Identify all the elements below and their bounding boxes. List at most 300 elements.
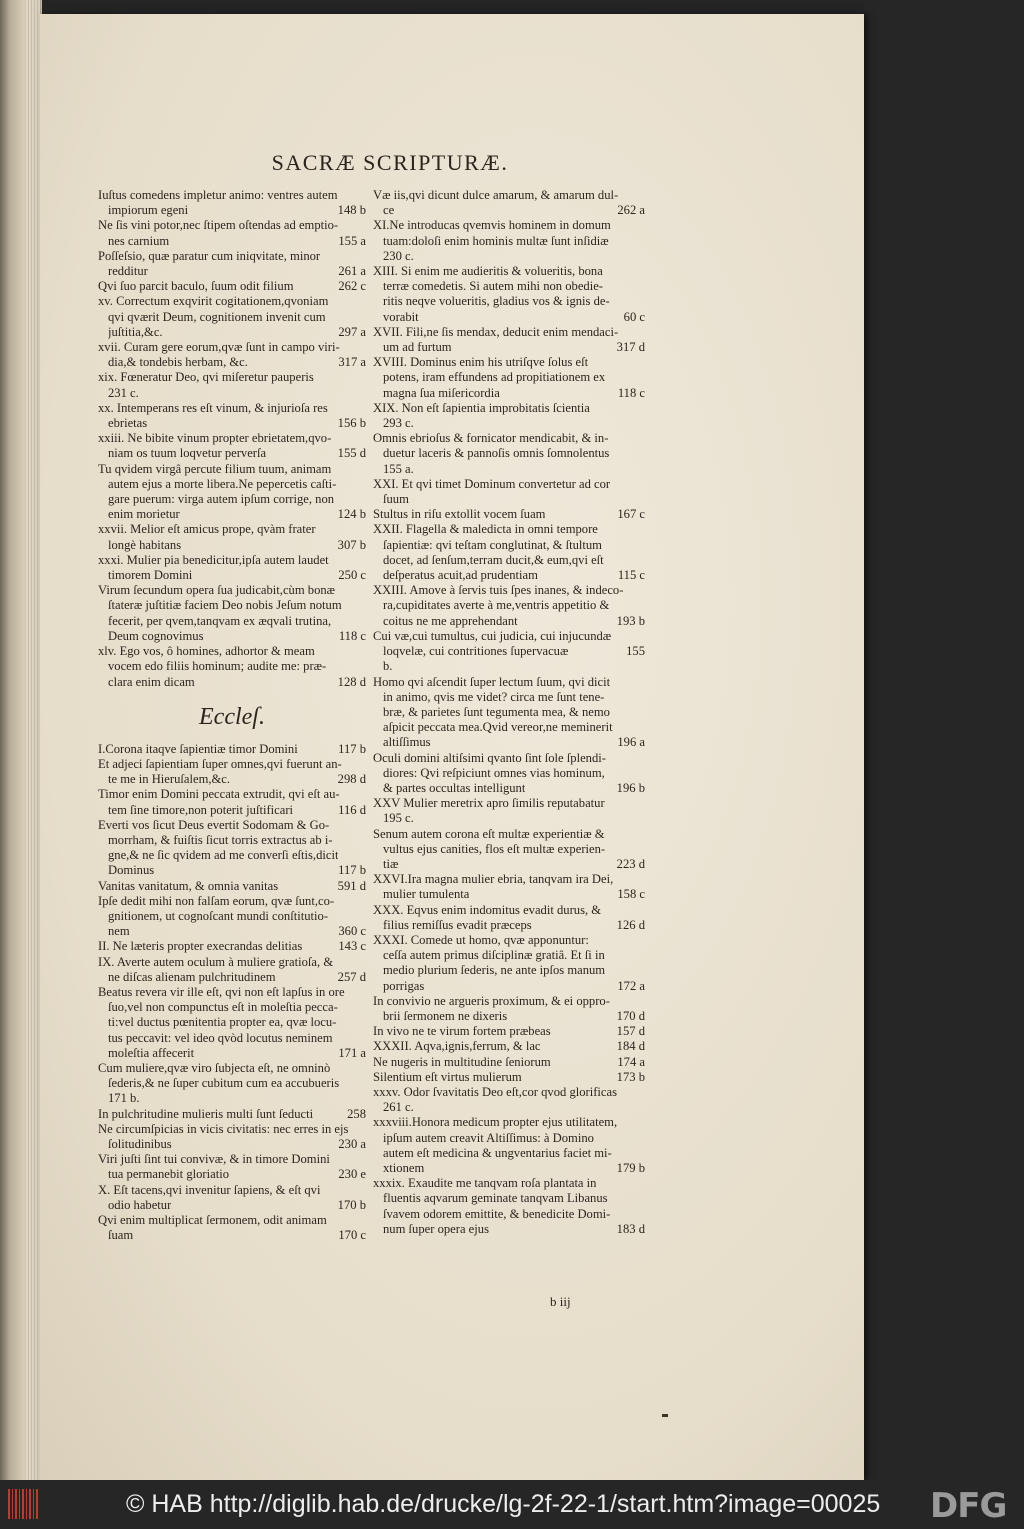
entry-text: XVII. Fili,ne ſis mendax, deducit enim mendaci- (373, 324, 619, 339)
entry-text: In pulchritudine mulieris multi ſunt ſeducti (98, 1106, 314, 1121)
index-line (373, 1146, 645, 1161)
entry-text: xlv. Ego vos, ô homines, adhortor & meam (98, 644, 315, 659)
entry-text: XXI. Et qvi timet Dominum convertetur ad cor (373, 476, 611, 491)
page-reference: 297 a (338, 324, 366, 339)
index-line (373, 659, 645, 674)
index-line (373, 462, 645, 477)
index-line (98, 446, 366, 461)
page-reference: 170 c (338, 1228, 366, 1243)
page-reference (360, 553, 366, 568)
page-reference (639, 629, 645, 644)
index-line (98, 1000, 366, 1015)
page-reference: 223 d (616, 856, 645, 871)
entry-text: ce (383, 203, 395, 218)
page-reference (360, 833, 366, 848)
page-reference (360, 848, 366, 863)
entry-text: deſperatus acuit,ad prudentiam (383, 568, 538, 583)
index-line (98, 234, 366, 249)
entry-text: Senum autem corona eſt multæ experientiæ & (373, 826, 605, 841)
index-line (373, 234, 645, 249)
entry-text: num ſuper opera ejus (383, 1221, 489, 1236)
entry-text: ſvavem odorem emittite, & benedicite Domi- (383, 1206, 611, 1221)
entry-text: enim morietur (108, 507, 180, 522)
page-reference (639, 401, 645, 416)
entry-text: XXXI. Comede ut homo, qvæ apponuntur: (373, 932, 589, 947)
entry-text: xxxi. Mulier pia benedicitur,ipſa autem laudet (98, 552, 329, 567)
entry-text: gare puerum: virga autem ipſum corrige, non (108, 492, 335, 507)
page-reference (639, 766, 645, 781)
page-reference: 117 b (338, 741, 366, 756)
page-reference: 157 d (616, 1024, 645, 1039)
page-reference (360, 1122, 366, 1137)
index-line (98, 863, 366, 878)
index-line (373, 1176, 645, 1191)
page-reference (639, 279, 645, 294)
entry-text: XXV Mulier meretrix apro ſimilis reputabatur (373, 796, 605, 811)
entry-text: XXII. Flagella & maledicta in omni tempore (373, 522, 598, 537)
index-line (373, 355, 645, 370)
index-line (98, 879, 366, 894)
entry-text: nem (108, 924, 130, 939)
entry-text: in animo, qvis me videt? circa me ſunt tene- (383, 689, 605, 704)
page-reference: 174 a (617, 1054, 645, 1069)
index-line (98, 477, 366, 492)
entry-text: um ad furtum (383, 340, 452, 355)
index-line (373, 887, 645, 902)
entry-text: Cui væ,cui tumultus, cui judicia, cui injucundæ (373, 628, 612, 643)
page-reference: 317 d (616, 340, 645, 355)
index-line (98, 538, 366, 553)
index-line (373, 872, 645, 887)
copyright-url[interactable]: © HAB http://diglib.hab.de/drucke/lg-2f-22-1/start.htm?image=00025 (126, 1490, 881, 1518)
index-line (98, 522, 366, 537)
entry-text: nes carnium (108, 233, 170, 248)
index-line (98, 787, 366, 802)
entry-text: timorem Domini (108, 568, 193, 583)
page-reference: 193 b (616, 613, 645, 628)
index-line (373, 948, 645, 963)
ink-mark (662, 1414, 668, 1417)
index-line (373, 1207, 645, 1222)
page-reference: 118 c (617, 385, 645, 400)
page-reference (360, 614, 366, 629)
entry-text: 261 c. (383, 1100, 414, 1115)
index-line (98, 203, 366, 218)
entry-text: fecerit, per qvem,tanqvam ex æqvali trutina, (108, 613, 332, 628)
index-line (98, 894, 366, 909)
index-line (373, 279, 645, 294)
index-line (98, 1076, 366, 1091)
entry-text: Cum muliere,qvæ viro ſubjecta eſt, ne omninò (98, 1060, 331, 1075)
index-line (373, 492, 645, 507)
entry-text: XI.Ne introducas qvemvis hominem in domum (373, 218, 611, 233)
page-reference (360, 431, 366, 446)
index-line (98, 985, 366, 1000)
page-reference: 591 d (337, 878, 366, 893)
entry-text: Stultus in riſu extollit vocem ſuam (373, 507, 546, 522)
index-line (373, 720, 645, 735)
page-reference: 230 e (338, 1167, 366, 1182)
entry-text: mulier tumulenta (383, 887, 470, 902)
page-reference: 196 b (616, 780, 645, 795)
index-line (98, 803, 366, 818)
index-line (373, 796, 645, 811)
signature-mark: b iij (550, 1294, 571, 1309)
index-line (373, 933, 645, 948)
index-line (373, 827, 645, 842)
entry-text: Beatus revera vir ille eſt, qvi non eſt lapſus in ore (98, 984, 345, 999)
page-reference (639, 1176, 645, 1191)
index-line (98, 325, 366, 340)
page-reference (360, 492, 366, 507)
entry-text: xtionem (383, 1161, 425, 1175)
entry-text: medio plurium ſederis, ne ante ipſos manum (383, 963, 606, 978)
index-line (98, 1031, 366, 1046)
index-line (98, 462, 366, 477)
index-line (373, 1100, 645, 1115)
index-line (373, 310, 645, 325)
entry-text: clara enim dicam (108, 674, 195, 689)
entry-text: & partes occultas intelligunt (383, 780, 526, 795)
page-reference (360, 1031, 366, 1046)
page-reference (639, 675, 645, 690)
index-line (98, 218, 366, 233)
page-reference: 179 b (616, 1161, 645, 1175)
entry-text: ſtateræ juſtitiæ faciem Deo nobis Jeſum notum (108, 598, 342, 613)
entry-text: Silentium eſt virtus mulierum (373, 1069, 522, 1084)
page-reference (639, 1146, 645, 1161)
index-line (98, 757, 366, 772)
index-line (373, 963, 645, 978)
page-reference: 257 d (337, 969, 366, 984)
index-line (98, 909, 366, 924)
entry-text: gne,& ne ſic qvidem ad me converſi eſtis,dicit (108, 848, 339, 863)
entry-text: Timor enim Domini peccata extrudit, qvi eſt au- (98, 787, 340, 802)
index-line (98, 553, 366, 568)
page-reference (360, 644, 366, 659)
index-line (373, 1070, 645, 1085)
page-reference: 117 b (338, 863, 366, 878)
page-reference (639, 933, 645, 948)
page-reference (360, 787, 366, 802)
page-reference (360, 909, 366, 924)
index-line (98, 1122, 366, 1137)
index-line (98, 568, 366, 583)
index-line (98, 1183, 366, 1198)
index-line (98, 1061, 366, 1076)
entry-text: Homo qvi aſcendit ſuper lectum ſuum, qvi dicit (373, 674, 611, 689)
entry-text: ſuam (108, 1228, 134, 1243)
entry-text: ritis neqve volueritis, gladius vos & ignis de- (383, 294, 610, 309)
page-reference: 155 (626, 644, 645, 659)
index-line (98, 848, 366, 863)
page-reference: 60 c (623, 309, 645, 324)
index-line (373, 598, 645, 613)
page-reference (639, 963, 645, 978)
index-line (98, 1137, 366, 1152)
entry-text: xxvii. Melior eſt amicus prope, qvàm frater (98, 522, 316, 537)
page-reference: 171 a (338, 1045, 366, 1060)
index-line (98, 355, 366, 370)
index-line (98, 1107, 366, 1122)
index-line (98, 264, 366, 279)
page-reference (639, 872, 645, 887)
entry-text: 230 c. (383, 248, 414, 263)
page-reference: 170 b (337, 1197, 366, 1212)
entry-text: potens, iram effundens ad propitiationem ex (383, 370, 606, 385)
index-line (373, 1039, 645, 1054)
index-line (373, 614, 645, 629)
index-line (98, 294, 366, 309)
index-line (373, 386, 645, 401)
page-reference (360, 401, 366, 416)
entry-text: Viri juſti ſint tui convivæ, & in timore Domini (98, 1152, 330, 1167)
page-reference (639, 522, 645, 537)
index-line (98, 1228, 366, 1243)
entry-text: Ne ſis vini potor,nec ſtipem oſtendas ad emptio- (98, 218, 339, 233)
index-line (98, 955, 366, 970)
index-line (98, 401, 366, 416)
page-reference: 183 d (616, 1221, 645, 1236)
entry-text: qvi qværit Deum, cognitionem invenit cum (108, 309, 326, 324)
entry-text: ſapientiæ: qvi teſtam conglutinat, & ſtultum (383, 537, 602, 552)
index-line (98, 507, 366, 522)
page-reference (639, 1115, 645, 1130)
entry-text: b. (383, 659, 393, 674)
entry-text: Ipſe dedit mihi non falſam eorum, qvæ ſunt,co- (98, 893, 335, 908)
index-line (373, 857, 645, 872)
entry-text: filius remiſſus evadit præceps (383, 917, 532, 932)
index-line (98, 629, 366, 644)
entry-text: xxiii. Ne bibite vinum propter ebrietatem,qvo- (98, 431, 332, 446)
entry-text: xxxix. Exaudite me tanqvam roſa plantata in (373, 1176, 597, 1191)
page-reference: 258 (347, 1106, 366, 1121)
index-line (98, 772, 366, 787)
index-line (98, 659, 366, 674)
page-reference (639, 1191, 645, 1206)
entry-text: 293 c. (383, 416, 414, 431)
index-line (98, 970, 366, 985)
index-line (373, 446, 645, 461)
index-line (98, 939, 366, 954)
page-reference (639, 690, 645, 705)
index-line (98, 818, 366, 833)
page-reference: 126 d (616, 917, 645, 932)
entry-text: Dominus (108, 863, 155, 878)
page-reference (360, 598, 366, 613)
entry-text: Qvi ſuo parcit baculo, ſuum odit filium (98, 279, 294, 294)
entry-text: XIII. Si enim me audieritis & volueritis, bona (373, 264, 603, 279)
index-line (373, 1222, 645, 1237)
page-reference (639, 218, 645, 233)
barcode-icon (8, 1489, 40, 1519)
page-reference (639, 249, 645, 264)
entry-text: tus peccavit: vel ideo qvòd locutus neminem (108, 1030, 333, 1045)
page-reference: 116 d (338, 802, 366, 817)
page-reference (360, 1076, 366, 1091)
entry-text: autem eſt medicina & ungventarius faciet mi- (383, 1145, 612, 1160)
page-reference (639, 903, 645, 918)
page-reference (360, 894, 366, 909)
page-reference (360, 955, 366, 970)
index-line (373, 751, 645, 766)
page-reference (360, 1183, 366, 1198)
entry-text: Poſſeſsio, quæ paratur cum iniqvitate, minor (98, 248, 321, 263)
index-line (98, 1152, 366, 1167)
right-entries (373, 188, 645, 1237)
page-reference (639, 720, 645, 735)
index-line (373, 340, 645, 355)
entry-text: xx. Intemperans res eſt vinum, & injurioſa res (98, 400, 328, 415)
index-column-left (98, 188, 366, 1243)
page-reference (360, 294, 366, 309)
page-reference (360, 218, 366, 233)
page-reference (360, 1015, 366, 1030)
entry-text: Everti vos ſicut Deus evertit Sodomam & Go- (98, 817, 330, 832)
page-reference: 156 b (337, 416, 366, 431)
entry-text: ebrietas (108, 416, 148, 431)
entry-text: Virum ſecundum opera ſua judicabit,cùm bonæ (98, 583, 336, 598)
index-line (373, 781, 645, 796)
page-reference (639, 553, 645, 568)
entry-text: Et adjeci ſapientiam ſuper omnes,qvi fuerunt an- (98, 756, 342, 771)
index-line (98, 386, 366, 401)
entry-text: redditur (108, 264, 148, 279)
entry-text: XIX. Non eſt ſapientia improbitatis ſcientia (373, 400, 590, 415)
page-reference (360, 249, 366, 264)
index-line (373, 264, 645, 279)
entry-text: xxxv. Odor ſvavitatis Deo eſt,cor qvod glorificas (373, 1084, 618, 1099)
entry-text: Tu qvidem virgâ percute filium tuum, animam (98, 461, 332, 476)
page-reference (639, 796, 645, 811)
page-reference (639, 431, 645, 446)
entry-text: ti:vel ductus pœnitentia propter ea, qvæ locu- (108, 1015, 337, 1030)
entry-text: 231 c. (108, 385, 139, 400)
entry-text: fluentis aqvarum geminate tanqvam Libanus (383, 1191, 608, 1206)
entry-text: odio habetur (108, 1197, 172, 1212)
page-reference: 143 c (338, 939, 366, 954)
index-line (373, 903, 645, 918)
index-line (373, 1085, 645, 1100)
entry-text: Ne nugeris in multitudine ſeniorum (373, 1054, 551, 1069)
page-reference (639, 188, 645, 203)
index-line (373, 644, 645, 659)
page-reference: 307 b (337, 537, 366, 552)
index-line (373, 842, 645, 857)
entry-text: XVIII. Dominus enim his utriſqve ſolus eſt (373, 355, 589, 370)
page-reference (360, 1152, 366, 1167)
page-reference (360, 1091, 366, 1106)
entry-text: ipſum autem creavit Altiſſimus: à Domino (383, 1130, 594, 1145)
page-reference: 317 a (338, 355, 366, 370)
entry-text: Deum cognovimus (108, 628, 204, 643)
entry-text: In convivio ne argueris proximum, & ei oppro- (373, 993, 610, 1008)
index-line (98, 1015, 366, 1030)
page-reference (360, 1061, 366, 1076)
entry-text: te me in Hieruſalem,&c. (108, 772, 231, 787)
index-line (373, 416, 645, 431)
index-line (373, 294, 645, 309)
index-line (373, 431, 645, 446)
page-reference: 196 a (617, 735, 645, 750)
page-reference (639, 492, 645, 507)
page-reference (639, 325, 645, 340)
page-reference (360, 522, 366, 537)
page-reference: 298 d (337, 772, 366, 787)
index-line (373, 522, 645, 537)
index-line (373, 979, 645, 994)
entry-text: ſederis,& ne ſuper cubitum cum ea accubueris (108, 1076, 340, 1091)
index-line (373, 477, 645, 492)
entry-text: xxxviii.Honora medicum propter ejus utilitatem, (373, 1115, 618, 1130)
index-column-right (373, 188, 645, 1237)
entry-text: tiæ (383, 856, 399, 871)
entry-text: XXXII. Aqva,ignis,ferrum, & lac (373, 1039, 541, 1054)
index-line (98, 1198, 366, 1213)
page-reference: 148 b (337, 203, 366, 218)
index-line (373, 918, 645, 933)
index-line (373, 538, 645, 553)
page-reference (639, 842, 645, 857)
page-reference (639, 583, 645, 598)
index-line (373, 629, 645, 644)
index-line (98, 416, 366, 431)
viewer-footer (0, 1480, 1024, 1529)
entry-text: morrham, & fuiſtis ſicut torris extractus ab i- (108, 832, 333, 847)
index-line (373, 811, 645, 826)
page-reference (360, 386, 366, 401)
index-line (373, 553, 645, 568)
page-reference: 184 d (616, 1039, 645, 1054)
index-line (98, 1046, 366, 1061)
page-reference: 172 a (617, 978, 645, 993)
entry-text: terræ comedetis. Si autem mihi non obedie- (383, 279, 603, 294)
proverbs-entries (98, 188, 366, 690)
page-reference (639, 994, 645, 1009)
index-line (373, 1161, 645, 1176)
index-line (373, 583, 645, 598)
index-line (373, 705, 645, 720)
entry-text: ſolitudinibus (108, 1136, 172, 1151)
entry-text: Væ iis,qvi dicunt dulce amarum, & amarum dul- (373, 188, 619, 202)
entry-text: xix. Fœneratur Deo, qvi miſeretur pauperis (98, 370, 314, 385)
entry-text: bræ, & parietes ſunt tegumenta mea, & nemo (383, 704, 610, 719)
page-reference: 250 c (338, 568, 366, 583)
page-reference: 261 a (338, 264, 366, 279)
index-line (373, 507, 645, 522)
page-reference (639, 1207, 645, 1222)
page-reference (639, 1085, 645, 1100)
entry-text: xvii. Curam gere eorum,qvæ ſunt in campo viri- (98, 340, 340, 355)
page-reference (639, 234, 645, 249)
page-reference (639, 370, 645, 385)
page-reference (639, 264, 645, 279)
page-reference (639, 811, 645, 826)
entry-text: ſuo,vel non compunctus eſt in moleſtia pecca- (108, 1000, 338, 1015)
entry-text: loqvelæ, cui contritiones ſupervacuæ (383, 644, 569, 659)
index-line (98, 583, 366, 598)
page-reference (639, 294, 645, 309)
index-line (373, 568, 645, 583)
page-reference: 155 a (338, 233, 366, 248)
page-reference (360, 818, 366, 833)
entry-text: diores: Qvi reſpiciunt omnes vias hominum, (383, 765, 605, 780)
entry-text: moleſtia affecerit (108, 1045, 195, 1060)
page-reference (639, 1100, 645, 1115)
entry-text: xv. Correctum exqvirit cogitationem,qvoniam (98, 294, 329, 309)
page-reference (639, 538, 645, 553)
index-line (98, 675, 366, 690)
